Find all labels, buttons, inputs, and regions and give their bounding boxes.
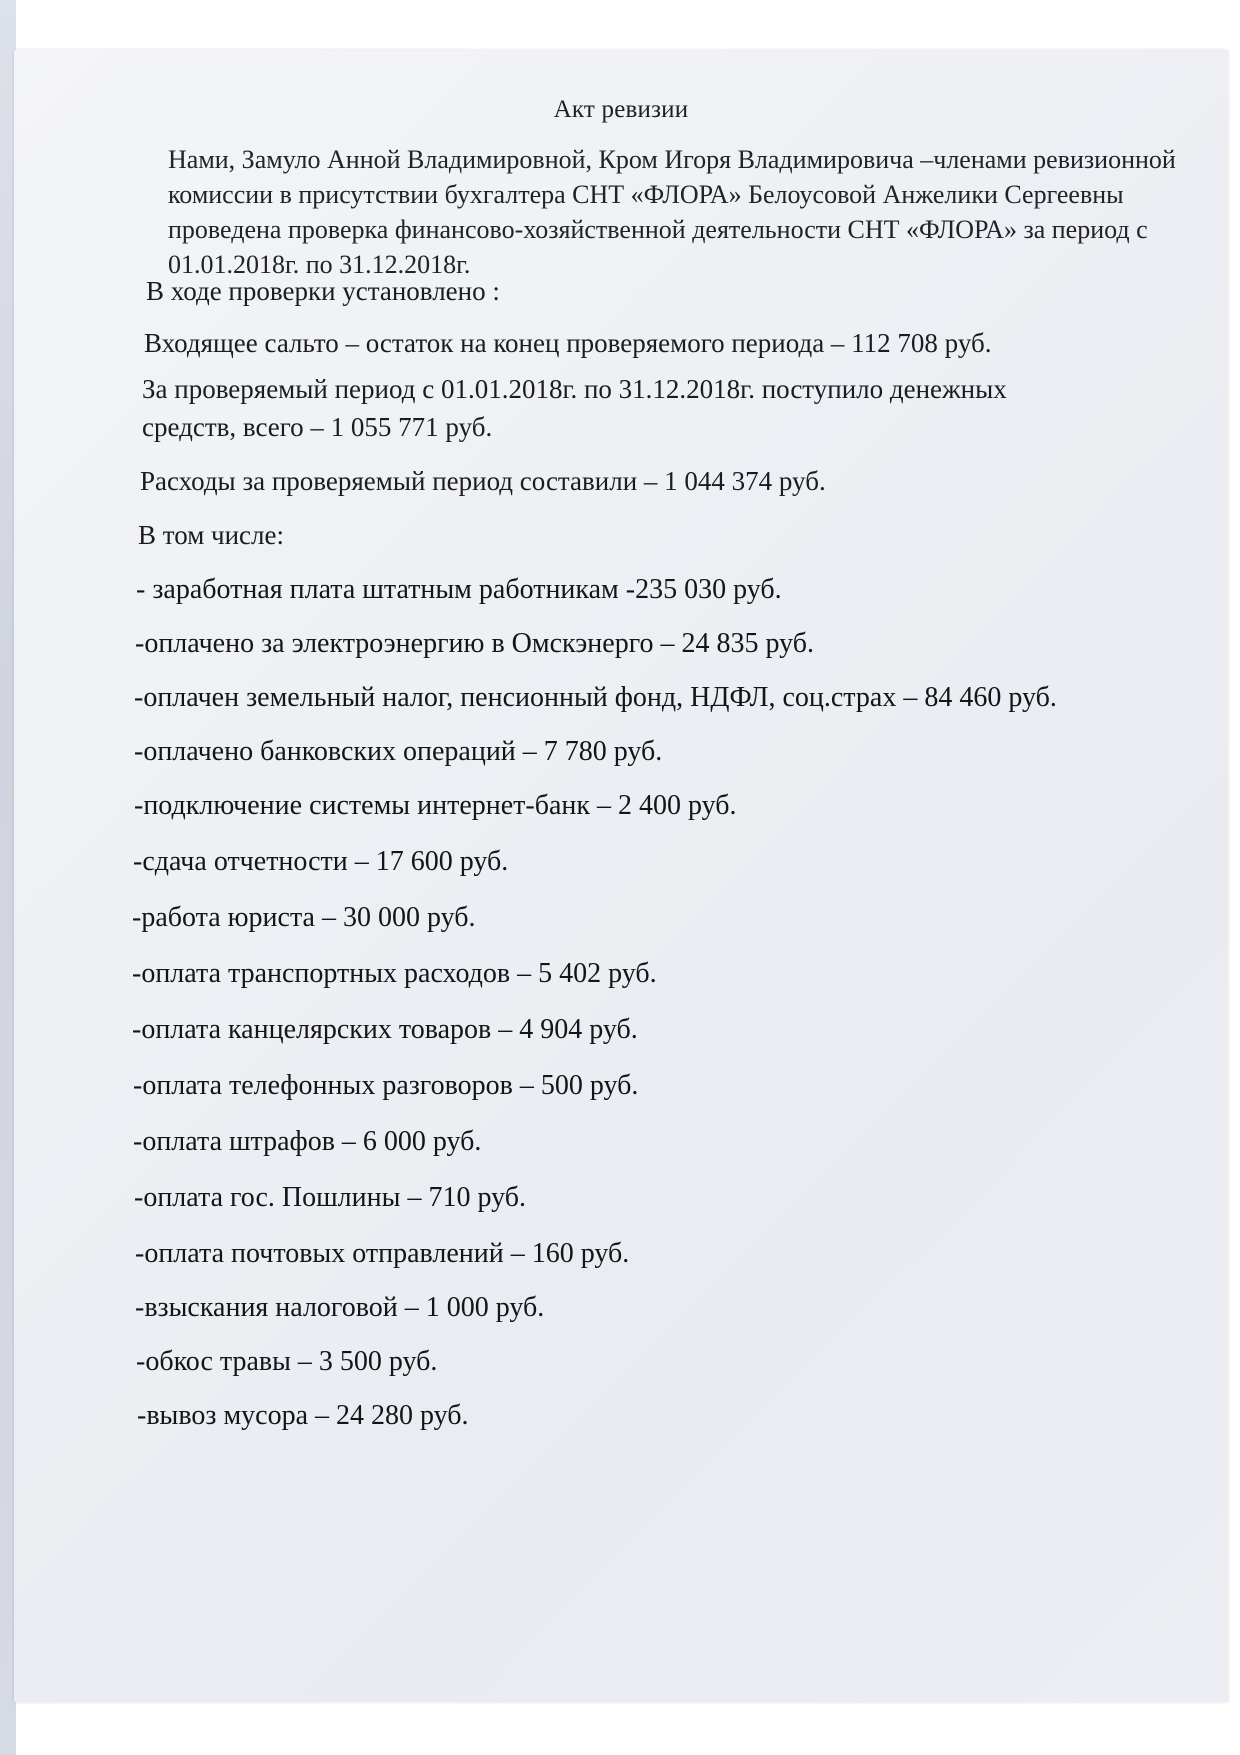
expense-item-taxes: -оплачен земельный налог, пенсионный фонд, НДФЛ, соц.страх – 84 460 руб. [134, 682, 1057, 713]
expense-item-transport: -оплата транспортных расходов – 5 402 руб. [132, 958, 657, 989]
expense-item-lawyer: -работа юриста – 30 000 руб. [132, 902, 476, 933]
expense-item-bank-operations: -оплачено банковских операций – 7 780 руб. [134, 736, 663, 767]
expense-item-phone: -оплата телефонных разговоров – 500 руб. [133, 1070, 639, 1101]
expense-item-fines: -оплата штрафов – 6 000 руб. [133, 1126, 482, 1157]
including-heading: В том числе: [138, 520, 284, 550]
expense-item-grass-mowing: -обкос травы – 3 500 руб. [136, 1346, 438, 1377]
expense-item-stationery: -оплата канцелярских товаров – 4 904 руб. [132, 1014, 638, 1045]
expense-item-internet-bank: -подключение системы интернет-банк – 2 400 руб. [134, 790, 737, 821]
received-funds: За проверяемый период с 01.01.2018г. по 31.12.2018г. поступило денежных средств, всего – 1 055 771 руб. [142, 374, 1007, 442]
expense-item-electricity: -оплачено за электроэнергию в Омскэнерго – 24 835 руб. [135, 628, 814, 659]
intro-paragraph: Нами, Замуло Анной Владимировной, Кром Игоря Владимировича –членами ревизионной комиссии в присутствии бухгалтера СНТ «ФЛОРА» Белоусовой Анжелики Сергеевны проведена проверка финансово-хозяйственной деятельности СНТ «ФЛОРА» за период с 01.01.2018г. по 31.12.2018г. [168, 145, 1176, 279]
incoming-balance: Входящее сальто – остаток на конец проверяемого периода – 112 708 руб. [144, 328, 992, 358]
expense-item-state-duty: -оплата гос. Пошлины – 710 руб. [134, 1182, 526, 1213]
expense-item-garbage-removal: -вывоз мусора – 24 280 руб. [137, 1400, 469, 1431]
document-title: Акт ревизии [553, 96, 689, 123]
expense-item-tax-recovery: -взыскания налоговой – 1 000 руб. [135, 1292, 545, 1323]
expense-item-reporting: -сдача отчетности – 17 600 руб. [133, 846, 509, 877]
expense-item-postal: -оплата почтовых отправлений – 160 руб. [135, 1238, 630, 1269]
document-sheet [14, 50, 1228, 1702]
expense-item-salary: - заработная плата штатным работникам -235 030 руб. [136, 574, 782, 605]
expenses-total: Расходы за проверяемый период составили – 1 044 374 руб. [140, 466, 826, 496]
found-heading: В ходе проверки установлено : [146, 276, 500, 306]
